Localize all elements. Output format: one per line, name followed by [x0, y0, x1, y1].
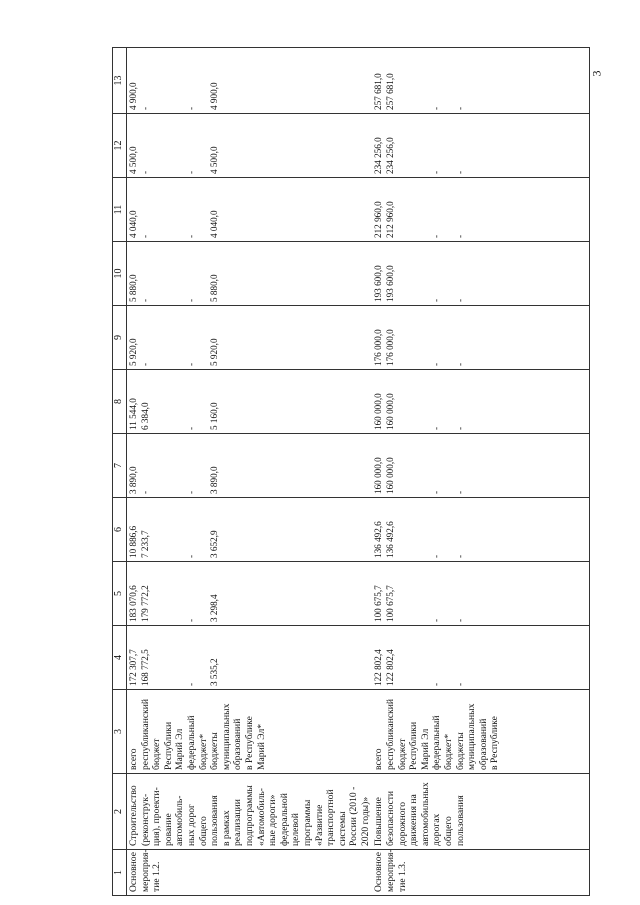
table-body [127, 48, 590, 896]
value: - [431, 362, 442, 366]
value-cell [127, 178, 373, 242]
value: 193 600,0 [373, 265, 384, 302]
value: 3 298,4 [209, 594, 220, 622]
value: 4 500,0 [128, 146, 138, 174]
value: - [185, 426, 196, 430]
header-cell: 6 [113, 498, 127, 562]
value: - [185, 554, 196, 558]
value-cell [127, 434, 373, 498]
value: 3 535,2 [209, 658, 220, 686]
funding-source: республиканский бюджет Республики Марий Эл [385, 698, 431, 770]
value-cell [127, 562, 373, 626]
value: - [185, 234, 196, 238]
value: 4 900,0 [209, 82, 220, 110]
value-cell [372, 306, 590, 370]
value: 4 500,0 [209, 146, 220, 174]
header-cell: 5 [113, 562, 127, 626]
funding-source: всего [128, 748, 139, 770]
table-row [372, 48, 590, 896]
header-row [113, 48, 127, 896]
value-cell [127, 242, 373, 306]
header-cell: 3 [113, 690, 127, 774]
value: 4 040,0 [128, 210, 138, 238]
value: - [139, 298, 150, 302]
value: 5 880,0 [209, 274, 220, 302]
value-cell [372, 498, 590, 562]
value: - [431, 106, 442, 110]
funding-source: бюджеты муниципальных образований в Республике Марий Эл* [209, 703, 267, 770]
value: 168 772,5 [139, 649, 150, 686]
value: - [431, 554, 442, 558]
value: - [431, 682, 442, 686]
value: - [185, 490, 196, 494]
funding-source-cell [372, 690, 590, 774]
value: - [431, 234, 442, 238]
value: 10 886,6 [128, 525, 138, 558]
value: - [431, 618, 442, 622]
header-cell: 9 [113, 306, 127, 370]
value: 3 890,0 [209, 466, 220, 494]
funding-source: федеральный бюджет* [431, 715, 455, 770]
value: 122 802,4 [385, 649, 396, 686]
header-cell: 2 [113, 774, 127, 850]
event-cell: Основное мероприя- тие 1.3. [372, 850, 590, 896]
value: - [185, 618, 196, 622]
value: - [139, 234, 150, 238]
value-cell [127, 498, 373, 562]
value: 193 600,0 [385, 265, 396, 302]
page-number: 3 [589, 70, 604, 77]
funding-source: всего [373, 748, 385, 770]
value: - [454, 106, 465, 110]
value: 176 000,0 [373, 329, 384, 366]
event-name-cell: Повышение безопасности дорожного движения на автомобильных дорогах общего пользования [372, 774, 590, 850]
event-cell: Основное мероприя- тие 1.2. [127, 850, 373, 896]
value-cell [127, 306, 373, 370]
value-cell [127, 48, 373, 114]
value: - [454, 618, 465, 622]
value: 212 960,0 [373, 201, 384, 238]
value: 3 652,9 [209, 530, 220, 558]
value: - [139, 490, 150, 494]
value: - [454, 298, 465, 302]
value: 212 960,0 [385, 201, 396, 238]
funding-source: республиканский бюджет Республики Марий Эл [139, 698, 186, 770]
header-cell: 7 [113, 434, 127, 498]
event-name-cell: Строительство (реконструк- ция), проекти- рование автомобиль- ных дорог общего пользования в рамках реализации подпрограммы «Автомобиль- ные дороги» федеральной целевой программы «Развитие транспортной системы России (2010 - 2020 годы)» [127, 774, 373, 850]
header-cell: 12 [113, 114, 127, 178]
value: - [139, 362, 150, 366]
value: 160 000,0 [373, 457, 384, 494]
header-cell: 10 [113, 242, 127, 306]
value: - [431, 426, 442, 430]
value: - [454, 170, 465, 174]
value: 5 920,0 [128, 338, 138, 366]
value: - [454, 682, 465, 686]
value: 100 675,7 [385, 585, 396, 622]
value: 160 000,0 [385, 393, 396, 430]
funding-source: бюджеты муниципальных образований в Республике [454, 703, 501, 770]
value: 5 160,0 [209, 402, 220, 430]
value: 100 675,7 [373, 585, 384, 622]
table-row [127, 48, 373, 896]
budget-table-sheet [112, 48, 577, 896]
value: 122 802,4 [373, 649, 384, 686]
value-cell [372, 626, 590, 690]
value-cell [372, 114, 590, 178]
value-cell [127, 370, 373, 434]
value: - [454, 490, 465, 494]
header-cell: 13 [113, 48, 127, 114]
value-cell [372, 178, 590, 242]
value: 11 544,0 [128, 398, 138, 430]
value-cell [372, 370, 590, 434]
value-cell [127, 114, 373, 178]
value: 7 233,7 [139, 530, 150, 558]
value: - [431, 490, 442, 494]
value: 176 000,0 [385, 329, 396, 366]
value: - [454, 426, 465, 430]
value: 136 492,6 [385, 521, 396, 558]
value: 160 000,0 [385, 457, 396, 494]
value: 234 256,0 [373, 137, 384, 174]
value: 4 900,0 [128, 82, 138, 110]
value: 183 070,6 [128, 585, 138, 622]
value: - [185, 362, 196, 366]
value: 179 772,2 [139, 585, 150, 622]
value-cell [372, 434, 590, 498]
value: - [185, 682, 196, 686]
value: 6 384,0 [139, 402, 150, 430]
value: 257 681,0 [373, 73, 384, 110]
value-cell [372, 242, 590, 306]
budget-table [112, 47, 590, 896]
value-cell [127, 626, 373, 690]
value: - [185, 170, 196, 174]
value: 3 890,0 [128, 466, 138, 494]
value: 5 880,0 [128, 274, 138, 302]
header-cell: 1 [113, 850, 127, 896]
value: 234 256,0 [385, 137, 396, 174]
value: - [139, 106, 150, 110]
funding-source-cell [127, 690, 373, 774]
header-cell: 11 [113, 178, 127, 242]
value-cell [372, 562, 590, 626]
value: 4 040,0 [209, 210, 220, 238]
value: - [139, 170, 150, 174]
value: 160 000,0 [373, 393, 384, 430]
value: - [185, 106, 196, 110]
value: - [454, 234, 465, 238]
value: 5 920,0 [209, 338, 220, 366]
funding-source: федеральный бюджет* [185, 715, 209, 770]
value: - [431, 298, 442, 302]
value: - [454, 554, 465, 558]
value: - [185, 298, 196, 302]
value: 136 492,6 [373, 521, 384, 558]
value-cell [372, 48, 590, 114]
header-cell: 8 [113, 370, 127, 434]
value: 257 681,0 [385, 73, 396, 110]
value: 172 307,7 [128, 649, 138, 686]
header-cell: 4 [113, 626, 127, 690]
value: - [454, 362, 465, 366]
value: - [431, 170, 442, 174]
